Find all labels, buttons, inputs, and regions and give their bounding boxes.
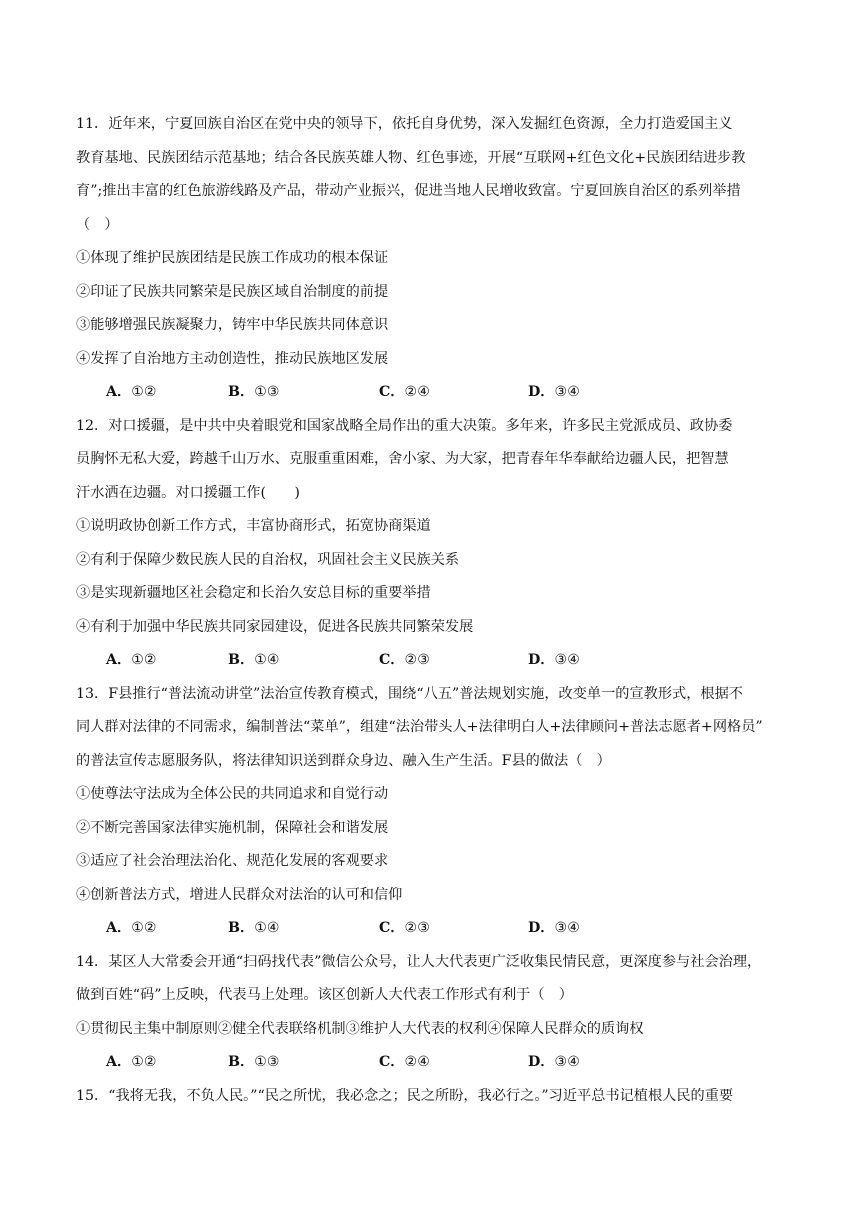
question-stem-line: 12．对口援疆，是中共中央着眼党和国家战略全局作出的重大决策。多年来，许多民主党派成员、政协委 bbox=[76, 417, 733, 434]
question-stem-line: 做到百姓“码”上反映，代表马上处理。该区创新人大代表工作形式有利于（ ） bbox=[76, 987, 573, 1003]
question-stem-line: 教育基地、民族团结示范基地；结合各民族英雄人物、红色事迹，开展“互联网+红色文化+民族团结进步教 bbox=[76, 149, 746, 166]
statement-2: ②不断完善国家法律实施机制，保障社会和谐发展 bbox=[76, 819, 389, 836]
question-stem-line: 的普法宣传志愿服务队，将法律知识送到群众身边、融入生产生活。F县的做法（ ） bbox=[76, 752, 611, 769]
option-letter: B． bbox=[228, 920, 255, 936]
statement-3: ③适应了社会治理法治化、规范化发展的客观要求 bbox=[76, 853, 389, 869]
option-letter: D． bbox=[528, 920, 555, 936]
option-letter: C． bbox=[379, 652, 405, 668]
option-text: ①② bbox=[131, 384, 157, 400]
option-a[interactable] bbox=[106, 644, 157, 678]
option-c[interactable] bbox=[379, 376, 430, 410]
question-11 bbox=[76, 108, 790, 410]
question-stem-line: 育”;推出丰富的红色旅游线路及产品，带动产业振兴，促进当地人民增收致富。宁夏回族自治区的系列举措 bbox=[76, 183, 741, 199]
option-letter: A． bbox=[106, 1054, 132, 1070]
option-text: ②④ bbox=[404, 384, 430, 400]
option-text: ③④ bbox=[554, 1054, 580, 1070]
option-d[interactable] bbox=[528, 912, 580, 946]
statement-4: ④有利于加强中华民族共同家园建设，促进各民族共同繁荣发展 bbox=[76, 618, 474, 635]
option-d[interactable] bbox=[528, 376, 580, 410]
option-letter: D． bbox=[528, 384, 555, 400]
option-letter: C． bbox=[379, 1054, 405, 1070]
question-14 bbox=[76, 946, 790, 1080]
option-a[interactable] bbox=[106, 1046, 157, 1080]
option-letter: C． bbox=[379, 920, 405, 936]
option-letter: A． bbox=[106, 652, 132, 668]
option-letter: D． bbox=[528, 652, 555, 668]
answer-options bbox=[76, 1046, 790, 1080]
option-text: ①② bbox=[131, 920, 157, 936]
statement-1: ①使尊法守法成为全体公民的共同追求和自觉行动 bbox=[76, 786, 389, 802]
option-text: ①④ bbox=[254, 920, 280, 936]
statement-2: ②有利于保障少数民族人民的自治权，巩固社会主义民族关系 bbox=[76, 551, 460, 568]
option-letter: B． bbox=[228, 652, 255, 668]
answer-options bbox=[76, 644, 790, 678]
question-stem-line: 员胸怀无私大爱，跨越千山万水、克服重重困难，舍小家、为大家，把青春年华奉献给边疆人民，把智慧 bbox=[76, 451, 729, 467]
option-text: ①② bbox=[131, 1054, 157, 1070]
statements-line: ①贯彻民主集中制原则②健全代表联络机制③维护人大代表的权利④保障人民群众的质询权 bbox=[76, 1020, 644, 1037]
statement-3: ③是实现新疆地区社会稳定和长治久安总目标的重要举措 bbox=[76, 585, 431, 601]
option-letter: D． bbox=[528, 1054, 555, 1070]
question-stem-line: 汗水洒在边疆。对口援疆工作( ) bbox=[76, 484, 300, 501]
option-text: ①③ bbox=[254, 384, 280, 400]
option-text: ①② bbox=[131, 652, 157, 668]
option-a[interactable] bbox=[106, 376, 157, 410]
option-text: ③④ bbox=[554, 920, 580, 936]
question-12 bbox=[76, 410, 790, 678]
option-text: ③④ bbox=[554, 384, 580, 400]
exam-page bbox=[76, 108, 790, 1113]
option-text: ②③ bbox=[404, 920, 430, 936]
option-letter: A． bbox=[106, 920, 132, 936]
option-c[interactable] bbox=[379, 1046, 430, 1080]
option-text: ①④ bbox=[254, 652, 280, 668]
option-letter: C． bbox=[379, 384, 405, 400]
question-stem-line: 14．某区人大常委会开通“扫码找代表”微信公众号，让人大代表更广泛收集民情民意，更深度参与社会治理， bbox=[76, 953, 762, 970]
question-stem-line: 13．F县推行“普法流动讲堂”法治宣传教育模式，围绕“八五”普法规划实施，改变单一的宣教形式，根据不 bbox=[76, 685, 743, 702]
question-15 bbox=[76, 1080, 790, 1114]
option-b[interactable] bbox=[228, 1046, 280, 1080]
option-letter: A． bbox=[106, 384, 132, 400]
question-stem-line: 11．近年来，宁夏回族自治区在党中央的领导下，依托自身优势，深入发掘红色资源，全力打造爱国主义 bbox=[76, 116, 733, 132]
answer-options bbox=[76, 376, 790, 410]
option-a[interactable] bbox=[106, 912, 157, 946]
statement-2: ②印证了民族共同繁荣是民族区域自治制度的前提 bbox=[76, 283, 389, 300]
option-b[interactable] bbox=[228, 644, 280, 678]
statement-4: ④发挥了自治地方主动创造性，推动民族地区发展 bbox=[76, 350, 389, 367]
option-b[interactable] bbox=[228, 376, 280, 410]
statement-3: ③能够增强民族凝聚力，铸牢中华民族共同体意识 bbox=[76, 317, 389, 333]
option-text: ②④ bbox=[404, 1054, 430, 1070]
option-letter: B． bbox=[228, 1054, 255, 1070]
option-c[interactable] bbox=[379, 644, 430, 678]
answer-bracket: （ ） bbox=[76, 216, 119, 233]
option-text: ①③ bbox=[254, 1054, 280, 1070]
option-d[interactable] bbox=[528, 1046, 580, 1080]
question-stem-line: 15．“我将无我，不负人民。”“民之所忧，我必念之；民之所盼，我必行之。”习近平总书记植根人民的重要 bbox=[76, 1087, 734, 1104]
statement-4: ④创新普法方式，增进人民群众对法治的认可和信仰 bbox=[76, 886, 403, 903]
question-13 bbox=[76, 678, 790, 946]
statement-1: ①体现了维护民族团结是民族工作成功的根本保证 bbox=[76, 250, 389, 266]
option-text: ③④ bbox=[554, 652, 580, 668]
statement-1: ①说明政协创新工作方式，丰富协商形式，拓宽协商渠道 bbox=[76, 518, 431, 534]
option-text: ②③ bbox=[404, 652, 430, 668]
option-letter: B． bbox=[228, 384, 255, 400]
option-b[interactable] bbox=[228, 912, 280, 946]
answer-options bbox=[76, 912, 790, 946]
option-c[interactable] bbox=[379, 912, 430, 946]
option-d[interactable] bbox=[528, 644, 580, 678]
question-stem-line: 同人群对法律的不同需求，编制普法“菜单”，组建“法治带头人+法律明白人+法律顾问+普法志愿者+网格员” bbox=[76, 719, 763, 735]
